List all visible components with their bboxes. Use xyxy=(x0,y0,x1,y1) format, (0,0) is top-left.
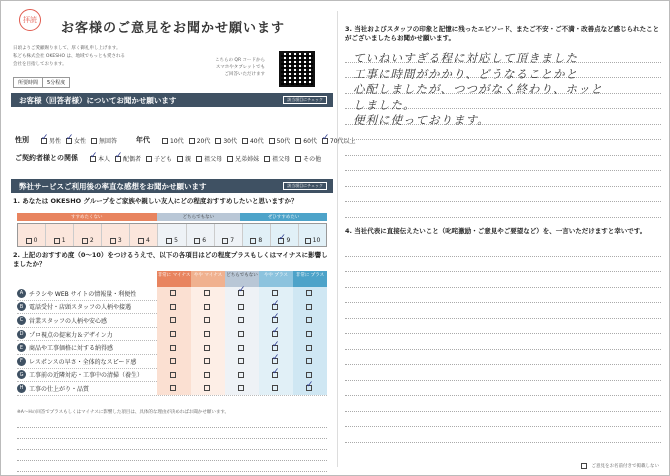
relation-option-label: 祖父母 xyxy=(204,155,223,163)
relation-option[interactable] xyxy=(115,156,141,163)
item-label: 営業スタッフの人柄や安心感 xyxy=(29,317,108,325)
rating-grid-items xyxy=(17,287,327,396)
age-checkbox[interactable] xyxy=(162,138,168,144)
rating-cell[interactable] xyxy=(157,368,191,382)
relation-option[interactable] xyxy=(196,156,222,163)
question-4-text: 4. 当社代表に直接伝えたいこと（叱咤激励・ご意見やご要望など）を、一言いただけますと幸いです。 xyxy=(345,227,647,235)
relation-option-label: 兄弟姉妹 xyxy=(235,155,260,163)
rating-cell[interactable] xyxy=(225,354,259,368)
rating-cell[interactable] xyxy=(293,327,327,341)
answer-4-lines[interactable] xyxy=(345,241,661,443)
rating-cell[interactable] xyxy=(191,287,225,301)
rating-row xyxy=(17,369,327,383)
rating-cell[interactable] xyxy=(225,300,259,314)
question-2-text: 2. 上記のおすすめ度（0〜10）をつけるうえで、以下の各項目はどの程度プラスもしくはマイナスに影響しましたか？ xyxy=(13,251,328,268)
rating-checkbox[interactable] xyxy=(238,317,244,323)
item-letter-badge: F xyxy=(17,357,26,366)
item-letter-badge: B xyxy=(17,302,26,311)
age-option[interactable] xyxy=(215,138,237,145)
scale-checkbox[interactable] xyxy=(110,238,116,244)
item-letter-badge: H xyxy=(17,384,26,393)
relation-option[interactable] xyxy=(146,156,172,163)
scale-cell[interactable] xyxy=(102,224,130,246)
rating-cell[interactable] xyxy=(293,354,327,368)
grid-header-neutral: どちらでもない xyxy=(225,271,259,287)
rating-cell[interactable] xyxy=(191,300,225,314)
scale-label: 3 xyxy=(117,237,122,244)
age-label: 年代 xyxy=(136,136,151,144)
relation-option-label: 本人 xyxy=(98,155,111,163)
rating-row xyxy=(17,287,327,301)
rating-cell[interactable] xyxy=(191,314,225,328)
rating-checkbox[interactable] xyxy=(170,290,176,296)
rating-row xyxy=(17,328,327,342)
age-option-label: 20代 xyxy=(196,137,211,145)
scale-label: 10 xyxy=(312,237,321,244)
gender-label: 性別 xyxy=(15,136,29,144)
rating-row-label xyxy=(17,302,157,311)
rating-checkbox[interactable] xyxy=(170,358,176,364)
rating-checkbox[interactable] xyxy=(238,304,244,310)
rating-cell[interactable] xyxy=(191,368,225,382)
scale-cell[interactable] xyxy=(243,224,271,246)
section2-tag: 該当項目にチェック xyxy=(283,182,327,190)
section2-header xyxy=(11,179,333,193)
scale-checkbox[interactable] xyxy=(250,238,256,244)
intro-line: 会社を目指しております。 xyxy=(13,62,67,67)
rating-checkbox[interactable] xyxy=(170,372,176,378)
rating-row-label xyxy=(17,289,157,298)
handwriting-line: 工事に時間がかかり、どうなることかと xyxy=(353,66,578,81)
scale-label: 8 xyxy=(258,237,263,244)
age-option-label: 30代 xyxy=(223,137,237,145)
grid-header-very-positive: 非常に プラス xyxy=(293,271,327,287)
scale-cell[interactable] xyxy=(46,224,74,246)
question-1 xyxy=(13,197,331,206)
scale-label: 4 xyxy=(146,237,150,244)
relation-option-label: 配偶者 xyxy=(123,155,142,163)
scale-cell[interactable] xyxy=(18,224,46,246)
age-checkbox[interactable] xyxy=(295,138,301,144)
rating-checkbox[interactable] xyxy=(238,372,244,378)
rating-checkbox[interactable] xyxy=(204,317,210,323)
rating-checkbox[interactable] xyxy=(272,345,278,351)
relation-option[interactable] xyxy=(295,156,321,163)
scale-label: 2 xyxy=(89,237,94,244)
rating-row-label xyxy=(17,357,157,366)
rating-checkbox[interactable] xyxy=(306,358,312,364)
relation-checkbox[interactable] xyxy=(146,156,152,162)
qr-caption xyxy=(215,57,265,78)
rating-checkbox[interactable] xyxy=(306,345,312,351)
rating-cell[interactable] xyxy=(157,382,191,396)
rating-cell[interactable] xyxy=(225,327,259,341)
scale-header-negative: すすめたくない xyxy=(17,213,157,221)
scale-cell[interactable] xyxy=(74,224,102,246)
rating-cell[interactable] xyxy=(293,341,327,355)
age-checkbox[interactable] xyxy=(322,138,328,144)
qr-code[interactable] xyxy=(279,51,315,87)
section1-tag: 該当項目にチェック xyxy=(283,96,327,104)
gender-option-label: 無回答 xyxy=(99,137,118,145)
intro-line: 私ども株式会社 OKESHO は、地域でもっとも愛される xyxy=(13,54,125,59)
column-divider xyxy=(337,11,338,467)
item-label: 電話受付・店頭スタッフの人柄や接遇 xyxy=(29,304,132,312)
item-letter-badge: D xyxy=(17,330,26,339)
question-3 xyxy=(345,25,661,43)
relation-label: ご契約者様との関係 xyxy=(15,154,78,162)
item-letter-badge: C xyxy=(17,316,26,325)
rating-cell[interactable] xyxy=(293,382,327,396)
rating-cell[interactable] xyxy=(157,314,191,328)
age-option-label: 40代 xyxy=(249,137,264,145)
relation-checkbox[interactable] xyxy=(295,156,301,162)
rating-cell[interactable] xyxy=(293,300,327,314)
scale-header-neutral: どちらでもない xyxy=(157,213,241,221)
question-4 xyxy=(345,227,661,236)
rating-checkbox[interactable] xyxy=(170,385,176,391)
scale-label: 6 xyxy=(202,237,207,244)
rating-checkbox[interactable] xyxy=(306,317,312,323)
page-title: お客様のご意見をお聞かせ願います xyxy=(61,21,286,36)
relation-option-label: 祖父母 xyxy=(272,155,291,163)
rating-checkbox[interactable] xyxy=(204,385,210,391)
gender-option-label: 女性 xyxy=(74,137,87,145)
question-2 xyxy=(13,251,331,269)
rating-checkbox[interactable] xyxy=(306,385,312,391)
scale-checkbox[interactable] xyxy=(166,238,172,244)
relation-option[interactable] xyxy=(177,156,191,163)
item-label: 工事前の近隣対応・工事中の清掃（養生） xyxy=(29,372,144,380)
rating-row-label xyxy=(17,316,157,325)
grid-footnote: ※A〜Hの回答でプラスもしくはマイナスに影響した項目は、具体的な理由が決めればお聞かせ願います。 xyxy=(17,410,229,415)
rating-checkbox[interactable] xyxy=(238,358,244,364)
rating-cell[interactable] xyxy=(259,382,293,396)
rating-cell[interactable] xyxy=(191,382,225,396)
rating-checkbox[interactable] xyxy=(204,304,210,310)
scale-label: 9 xyxy=(286,237,291,244)
relation-options xyxy=(90,154,326,163)
rating-cell[interactable] xyxy=(157,287,191,301)
scale-cell[interactable] xyxy=(187,224,215,246)
age-checkbox[interactable] xyxy=(269,138,275,144)
item-letter-badge: A xyxy=(17,289,26,298)
grid-header-very-negative: 非常に マイナス xyxy=(157,271,191,287)
section2-title: 弊社サービスご利用後の率直な感想をお聞かせ願います xyxy=(19,181,207,191)
rating-checkbox[interactable] xyxy=(204,331,210,337)
scale-checkbox[interactable] xyxy=(54,238,60,244)
rating-checkbox[interactable] xyxy=(272,290,278,296)
item-label: レスポンスの早さ・全体的なスピード感 xyxy=(29,358,137,366)
rating-row xyxy=(17,355,327,369)
handwriting-line: 心配しましたが、つつがなく終わり、ホッと xyxy=(353,82,603,96)
scale-checkbox[interactable] xyxy=(222,238,228,244)
rating-checkbox[interactable] xyxy=(306,372,312,378)
relation-checkbox[interactable] xyxy=(115,156,121,162)
rating-row xyxy=(17,314,327,328)
relation-option[interactable] xyxy=(227,156,259,163)
rating-row-label xyxy=(17,330,157,339)
rating-row xyxy=(17,301,327,315)
age-option[interactable] xyxy=(269,138,291,145)
rating-checkbox[interactable] xyxy=(272,385,278,391)
scale-checkbox[interactable] xyxy=(278,238,284,244)
age-checkbox[interactable] xyxy=(242,138,248,144)
gender-checkbox[interactable] xyxy=(41,138,47,144)
rating-checkbox[interactable] xyxy=(238,345,244,351)
rating-cell[interactable] xyxy=(157,341,191,355)
rating-row xyxy=(17,382,327,396)
scale-cell[interactable] xyxy=(215,224,243,246)
qr-caption-line: ご回答いただけます xyxy=(224,72,266,77)
gender-options xyxy=(41,136,122,145)
relation-option[interactable] xyxy=(264,156,290,163)
relation-option-label: その他 xyxy=(303,155,322,163)
age-option-label: 50代 xyxy=(276,137,291,145)
rating-checkbox[interactable] xyxy=(170,317,176,323)
age-option-label: 70代以上 xyxy=(329,137,356,145)
comment-lines-left[interactable] xyxy=(17,417,327,472)
rating-row-label xyxy=(17,343,157,352)
section1-title: お客様（回答者様）についてお聞かせ願います xyxy=(19,95,177,105)
age-option[interactable] xyxy=(189,138,211,145)
gender-row xyxy=(15,135,361,145)
age-option-label: 60代 xyxy=(303,137,317,145)
rating-cell[interactable] xyxy=(191,341,225,355)
gender-checkbox[interactable] xyxy=(66,138,72,144)
qr-caption-line: こちらの QR コードから xyxy=(215,58,266,63)
scale-checkbox[interactable] xyxy=(82,238,88,244)
age-option-label: 10代 xyxy=(170,137,184,145)
scale-checkbox[interactable] xyxy=(305,238,311,244)
scale-cell[interactable] xyxy=(130,224,158,246)
rating-row-label xyxy=(17,384,157,393)
time-value: 5分程度 xyxy=(47,80,66,86)
rating-checkbox[interactable] xyxy=(204,345,210,351)
rating-grid-header xyxy=(17,271,327,287)
intro-line: 日頃よりご愛顧賜りまして、厚く御礼申し上げます。 xyxy=(13,46,121,51)
rating-cell[interactable] xyxy=(293,287,327,301)
publish-checkbox[interactable] xyxy=(581,463,587,469)
relation-option-label: 親 xyxy=(185,155,192,163)
rating-checkbox[interactable] xyxy=(238,290,244,296)
question-3-text: 3. 当社およびスタッフの印象と記憶に残ったエピソード、またご不安・ご不満・改善点など感じられたことがございましたらお聞かせ願います。 xyxy=(345,25,660,42)
gender-option[interactable] xyxy=(66,138,86,145)
item-label: 商品や工事価格に対する納得感 xyxy=(29,345,114,353)
scale-checkbox[interactable] xyxy=(138,238,144,244)
rating-checkbox[interactable] xyxy=(272,372,278,378)
rating-cell[interactable] xyxy=(225,287,259,301)
received-stamp: 拝読 xyxy=(19,9,41,31)
scale-cell[interactable] xyxy=(299,224,326,246)
relation-checkbox[interactable] xyxy=(196,156,202,162)
scale-label: 5 xyxy=(174,237,178,244)
rating-checkbox[interactable] xyxy=(204,358,210,364)
rating-checkbox[interactable] xyxy=(170,304,176,310)
rating-row xyxy=(17,341,327,355)
handwriting-line: ていねいすぎる程に対応して頂きました xyxy=(353,51,578,65)
section1-header xyxy=(11,93,333,107)
publish-note xyxy=(581,463,660,469)
scale-label: 1 xyxy=(61,237,66,244)
rating-checkbox[interactable] xyxy=(306,331,312,337)
relation-option[interactable] xyxy=(90,156,110,163)
rating-checkbox[interactable] xyxy=(272,358,278,364)
rating-cell[interactable] xyxy=(259,368,293,382)
answer-3-handwriting xyxy=(353,51,653,129)
scale-checkbox[interactable] xyxy=(194,238,200,244)
age-option[interactable] xyxy=(295,138,317,145)
relation-checkbox[interactable] xyxy=(90,156,96,162)
rating-row-label xyxy=(17,370,157,379)
rating-cell[interactable] xyxy=(225,382,259,396)
item-label: 工事の仕上がり・品質 xyxy=(29,385,90,393)
item-letter-badge: G xyxy=(17,370,26,379)
age-checkbox[interactable] xyxy=(215,138,221,144)
gender-checkbox[interactable] xyxy=(91,138,97,144)
scale-label: 0 xyxy=(33,237,38,244)
gender-option[interactable] xyxy=(91,138,117,145)
recommend-scale xyxy=(17,223,327,247)
rating-checkbox[interactable] xyxy=(238,331,244,337)
handwriting-line: 便利に使っております。 xyxy=(353,113,490,127)
rating-cell[interactable] xyxy=(157,300,191,314)
scale-label: 7 xyxy=(230,237,235,244)
relation-checkbox[interactable] xyxy=(177,156,183,162)
rating-checkbox[interactable] xyxy=(306,290,312,296)
rating-cell[interactable] xyxy=(157,354,191,368)
relation-row xyxy=(15,153,326,163)
scale-header xyxy=(17,213,327,221)
gender-option[interactable] xyxy=(41,138,61,145)
rating-cell[interactable] xyxy=(225,314,259,328)
rating-checkbox[interactable] xyxy=(204,372,210,378)
rating-cell[interactable] xyxy=(293,314,327,328)
age-checkbox[interactable] xyxy=(189,138,195,144)
rating-grid xyxy=(17,271,327,396)
relation-checkbox[interactable] xyxy=(264,156,270,162)
scale-cell[interactable] xyxy=(271,224,299,246)
rating-checkbox[interactable] xyxy=(272,317,278,323)
time-label: 所要時間 xyxy=(14,78,43,87)
rating-checkbox[interactable] xyxy=(170,345,176,351)
rating-checkbox[interactable] xyxy=(170,331,176,337)
rating-cell[interactable] xyxy=(191,354,225,368)
grid-header-negative: やや マイナス xyxy=(191,271,225,287)
rating-checkbox[interactable] xyxy=(272,331,278,337)
question-1-text: 1. あなたは OKESHO グループをご家族や親しい友人にどの程度おすすめしたいと思いますか？ xyxy=(13,197,298,205)
rating-cell[interactable] xyxy=(191,327,225,341)
item-label: プロ視点の提案力＆デザイン力 xyxy=(29,331,113,339)
rating-checkbox[interactable] xyxy=(306,304,312,310)
scale-header-positive: ぜひすすめたい xyxy=(240,213,327,221)
scale-cell[interactable] xyxy=(158,224,186,246)
qr-caption-line: スマホやタブレットでも xyxy=(215,65,266,70)
item-letter-badge: E xyxy=(17,343,26,352)
rating-cell[interactable] xyxy=(225,368,259,382)
rating-checkbox[interactable] xyxy=(238,385,244,391)
grid-header-positive: やや プラス xyxy=(259,271,293,287)
time-box xyxy=(13,77,70,88)
age-option[interactable] xyxy=(162,138,184,145)
item-label: チラシや WEB サイトの情報量・利便性 xyxy=(29,290,137,298)
handwriting-line: しました。 xyxy=(353,97,416,112)
rating-checkbox[interactable] xyxy=(272,304,278,310)
publish-note-text: ご意見をお名前付きで掲載しない xyxy=(591,464,659,469)
age-options xyxy=(162,136,360,145)
rating-cell[interactable] xyxy=(157,327,191,341)
gender-option-label: 男性 xyxy=(49,137,62,145)
relation-checkbox[interactable] xyxy=(227,156,233,162)
scale-checkbox[interactable] xyxy=(26,238,32,244)
rating-checkbox[interactable] xyxy=(204,290,210,296)
age-option[interactable] xyxy=(242,138,264,145)
relation-option-label: 子ども xyxy=(154,155,173,163)
intro-text xyxy=(13,45,213,69)
rating-cell[interactable] xyxy=(225,341,259,355)
